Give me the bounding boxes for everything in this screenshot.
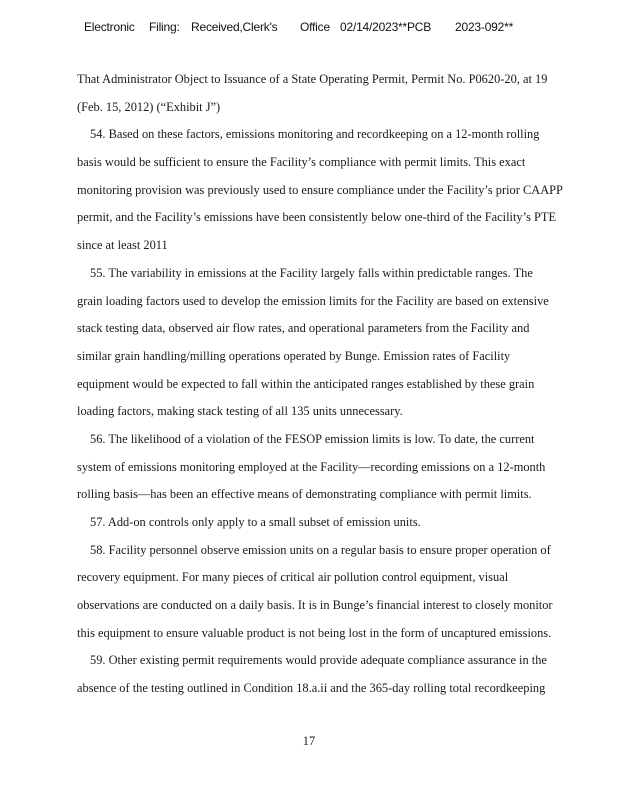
filing-header [84, 20, 608, 36]
body-line: rolling basis—has been an effective means of demonstrating compliance with permit limits. [77, 487, 532, 502]
header-date: 02/14/2023**PCB [340, 20, 432, 34]
body-line: stack testing data, observed air flow rates, and operational parameters from the Facility and [77, 321, 530, 336]
header-electronic: Electronic [84, 20, 135, 34]
body-line: permit, and the Facility’s emissions have been consistently below one-third of the Facility’s PTE [77, 210, 557, 225]
body-line: (Feb. 15, 2012) (“Exhibit J”) [77, 99, 221, 114]
body-line: monitoring provision was previously used to ensure compliance under the Facility’s prior CAAPP [77, 182, 563, 197]
header-case-number: 2023-092** [455, 20, 514, 34]
body-line: basis would be sufficient to ensure the Facility’s compliance with permit limits. This exact [77, 155, 526, 170]
body-line: absence of the testing outlined in Condition 18.a.ii and the 365-day rolling total recordkeeping [77, 681, 546, 696]
paragraph-59-start: 59. Other existing permit requirements would provide adequate compliance assurance in the [90, 653, 547, 668]
paragraph-58-start: 58. Facility personnel observe emission units on a regular basis to ensure proper operation of [90, 542, 551, 557]
body-line: similar grain handling/milling operations operated by Bunge. Emission rates of Facility [77, 348, 511, 363]
body-line: equipment would be expected to fall within the anticipated ranges established by these grain [77, 376, 535, 391]
header-filing: Filing: [149, 20, 180, 34]
body-line: system of emissions monitoring employed at the Facility—recording emissions on a 12-month [77, 459, 546, 474]
page-number: 17 [302, 734, 316, 748]
paragraph-55-start: 55. The variability in emissions at the Facility largely falls within predictable ranges. The [90, 265, 533, 280]
body-line: grain loading factors used to develop the emission limits for the Facility are based on extensive [77, 293, 549, 308]
header-office: Office [300, 20, 330, 34]
body-line: That Administrator Object to Issuance of a State Operating Permit, Permit No. P0620-20, at 19 [77, 72, 548, 86]
body-text [77, 69, 597, 706]
body-line: recovery equipment. For many pieces of critical air pollution control equipment, visual [77, 570, 509, 585]
body-line: this equipment to ensure valuable product is not being lost in the form of uncaptured emissions. [77, 625, 552, 640]
body-line: observations are conducted on a daily basis. It is in Bunge’s financial interest to closely monitor [77, 598, 553, 613]
paragraph-56-start: 56. The likelihood of a violation of the FESOP emission limits is low. To date, the current [90, 431, 535, 446]
paragraph-54-start: 54. Based on these factors, emissions monitoring and recordkeeping on a 12-month rolling [90, 127, 540, 142]
paragraph-57-start: 57. Add-on controls only apply to a small subset of emission units. [90, 515, 421, 529]
header-received: Received,Clerk's [191, 20, 278, 34]
body-line: since at least 2011 [77, 238, 168, 253]
body-line: loading factors, making stack testing of all 135 units unnecessary. [77, 404, 403, 419]
